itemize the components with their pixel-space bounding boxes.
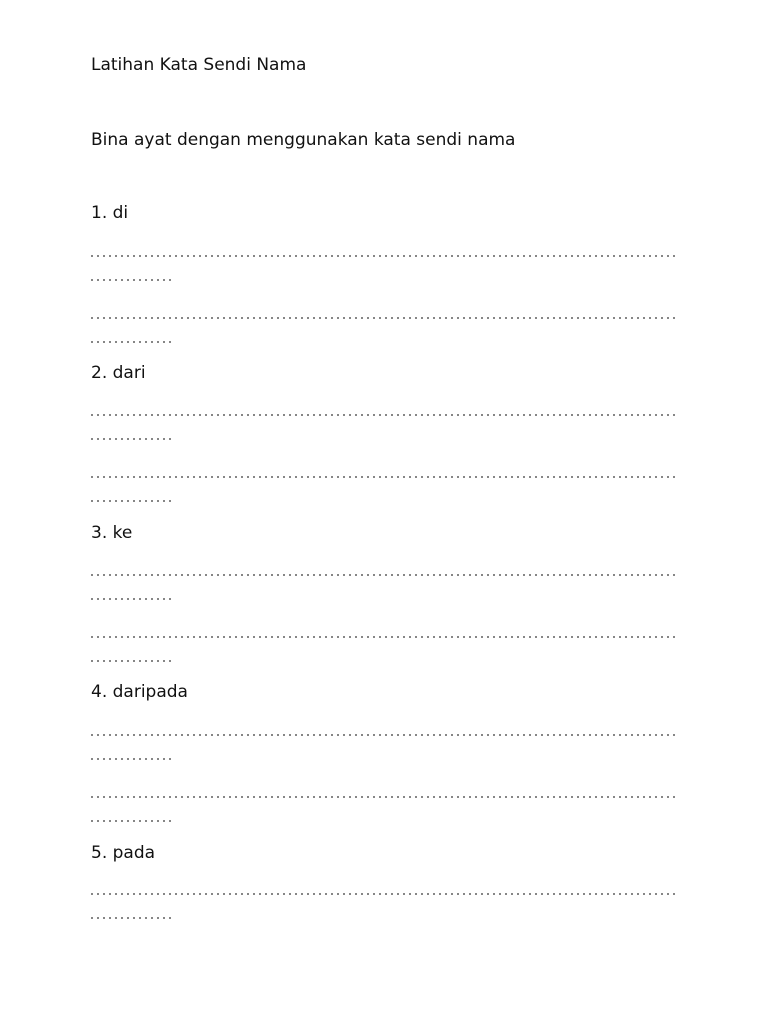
answer-line-2b-secondary [91,496,173,504]
question-4-label: 4. daripada [91,682,188,702]
question-5-label: 5. pada [91,843,156,863]
answer-line-4b-primary [91,792,676,800]
answer-line-2a-secondary [91,434,173,442]
answer-line-1a-primary [91,251,676,259]
question-1-label: 1. di [91,203,129,223]
question-3-label: 3. ke [91,523,133,543]
worksheet-instruction: Bina ayat dengan menggunakan kata sendi nama [91,130,516,150]
answer-line-1a-secondary [91,275,173,283]
question-2-label: 2. dari [91,363,146,383]
answer-line-3b-primary [91,632,676,640]
answer-line-2b-primary [91,472,676,480]
answer-line-3a-primary [91,570,676,578]
answer-line-5a-primary [91,889,676,897]
answer-line-2a-primary [91,410,676,418]
answer-line-4a-primary [91,730,676,738]
answer-line-5a-secondary [91,913,173,921]
answer-line-4b-secondary [91,816,173,824]
worksheet-title: Latihan Kata Sendi Nama [91,55,307,75]
answer-line-1b-secondary [91,337,173,345]
answer-line-3b-secondary [91,656,173,664]
answer-line-1b-primary [91,313,676,321]
answer-line-3a-secondary [91,594,173,602]
answer-line-4a-secondary [91,754,173,762]
